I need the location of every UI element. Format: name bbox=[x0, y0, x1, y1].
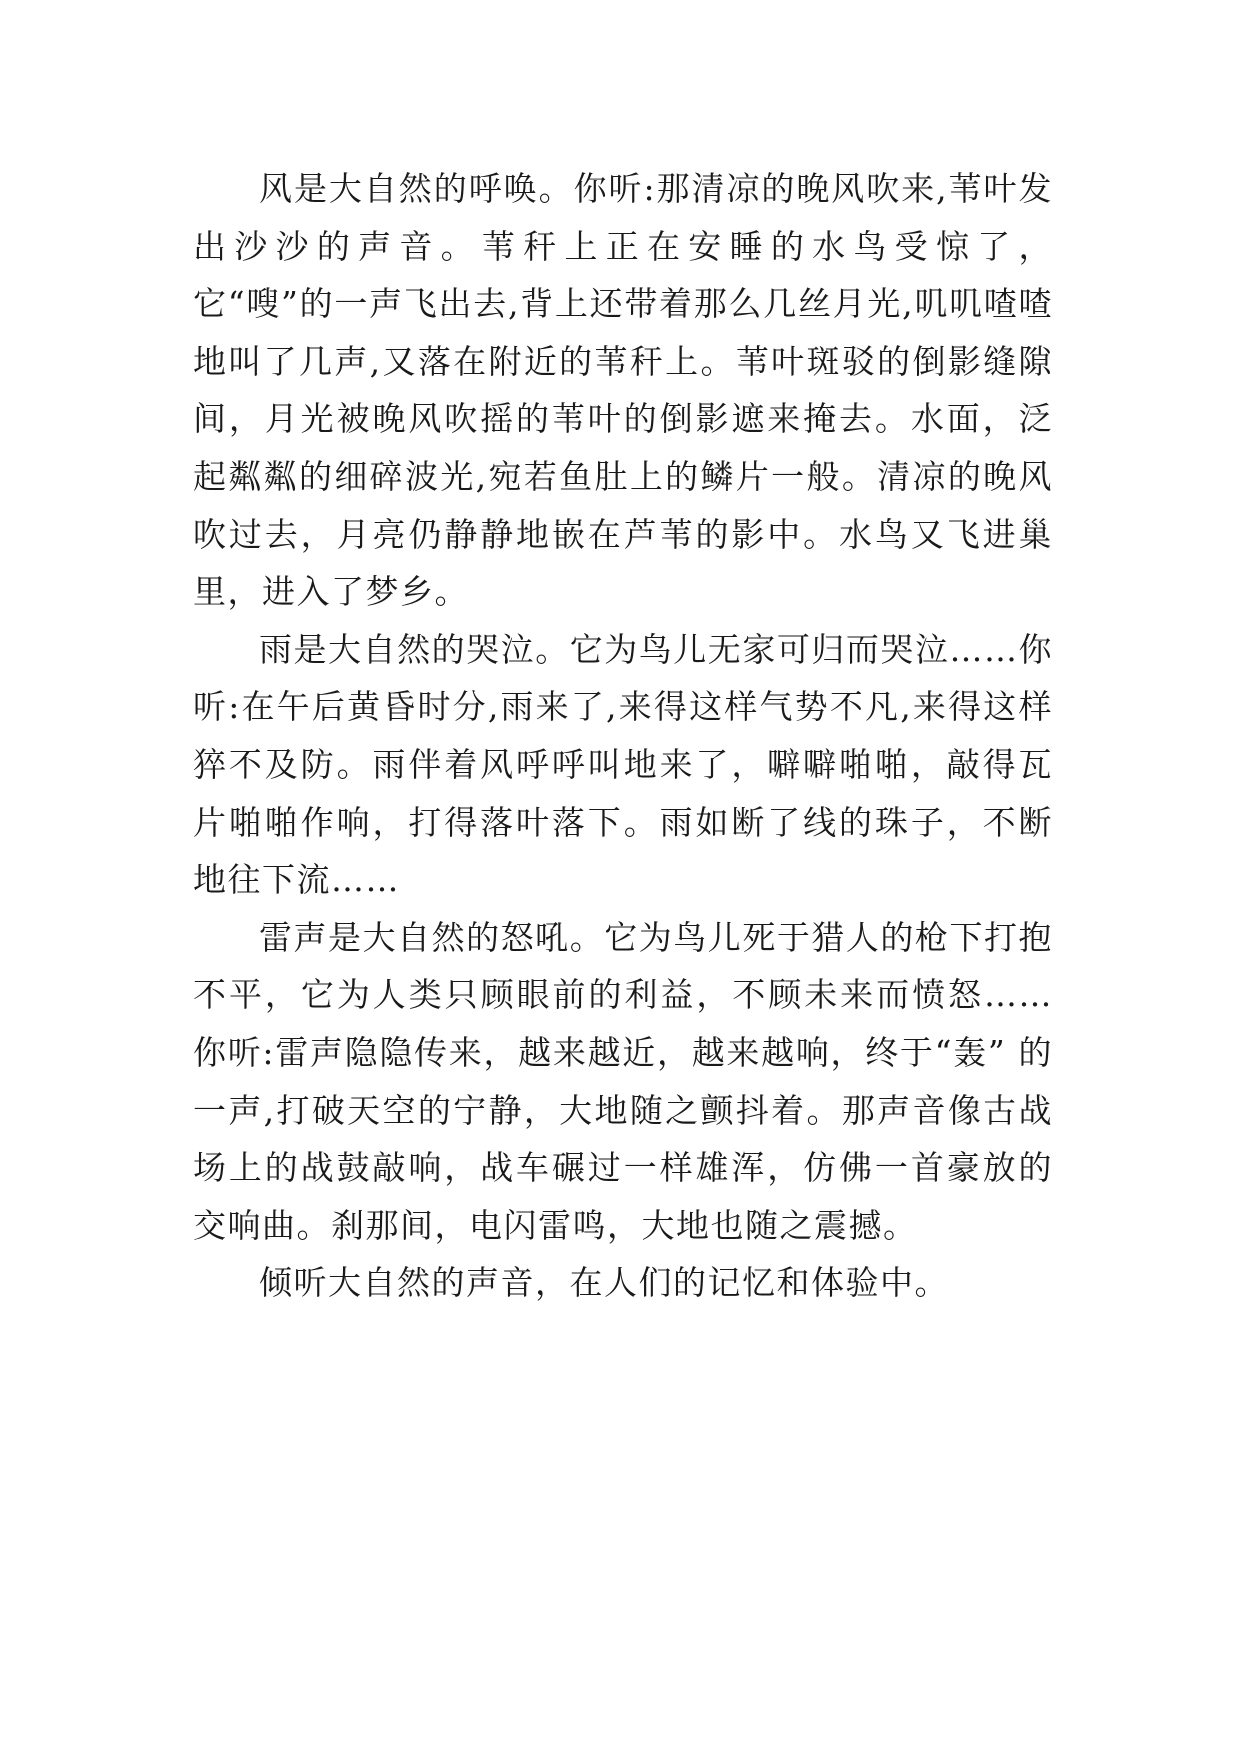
paragraph-wind: 风是大自然的呼唤。你听:那清凉的晚风吹来,苇叶发出沙沙的声音。苇秆上正在安睡的水鸟受惊了，它“嗖”的一声飞出去,背上还带着那么几丝月光,叽叽喳喳地叫了几声,又落在附近的苇秆上。苇叶斑驳的倒影缝隙间，月光被晚风吹摇的苇叶的倒影遮来掩去。水面，泛起粼粼的细碎波光,宛若鱼肚上的鳞片一般。清凉的晚风吹过去，月亮仍静静地嵌在芦苇的影中。水鸟又飞进巢里，进入了梦乡。 bbox=[193, 169, 1053, 612]
paragraph-thunder: 雷声是大自然的怒吼。它为鸟儿死于猎人的枪下打抱不平，它为人类只顾眼前的利益，不顾未来而愤怒……你听:雷声隐隐传来，越来越近，越来越响，终于“轰” 的一声,打破天空的宁静，大地随之颤抖着。那声音像古战场上的战鼓敲响，战车碾过一样雄浑，仿佛一首豪放的交响曲。刹那间，电闪雷鸣，大地也随之震撼。 bbox=[193, 917, 1053, 1245]
paragraph-conclusion: 倾听大自然的声音，在人们的记忆和体验中。 bbox=[259, 1263, 949, 1303]
article-body bbox=[193, 160, 1053, 1312]
paragraph-rain: 雨是大自然的哭泣。它为鸟儿无家可归而哭泣……你听:在午后黄昏时分,雨来了,来得这样气势不凡,来得这样猝不及防。雨伴着风呼呼叫地来了，噼噼啪啪，敲得瓦片啪啪作响，打得落叶落下。雨如断了线的珠子，不断地往下流…… bbox=[193, 629, 1053, 900]
